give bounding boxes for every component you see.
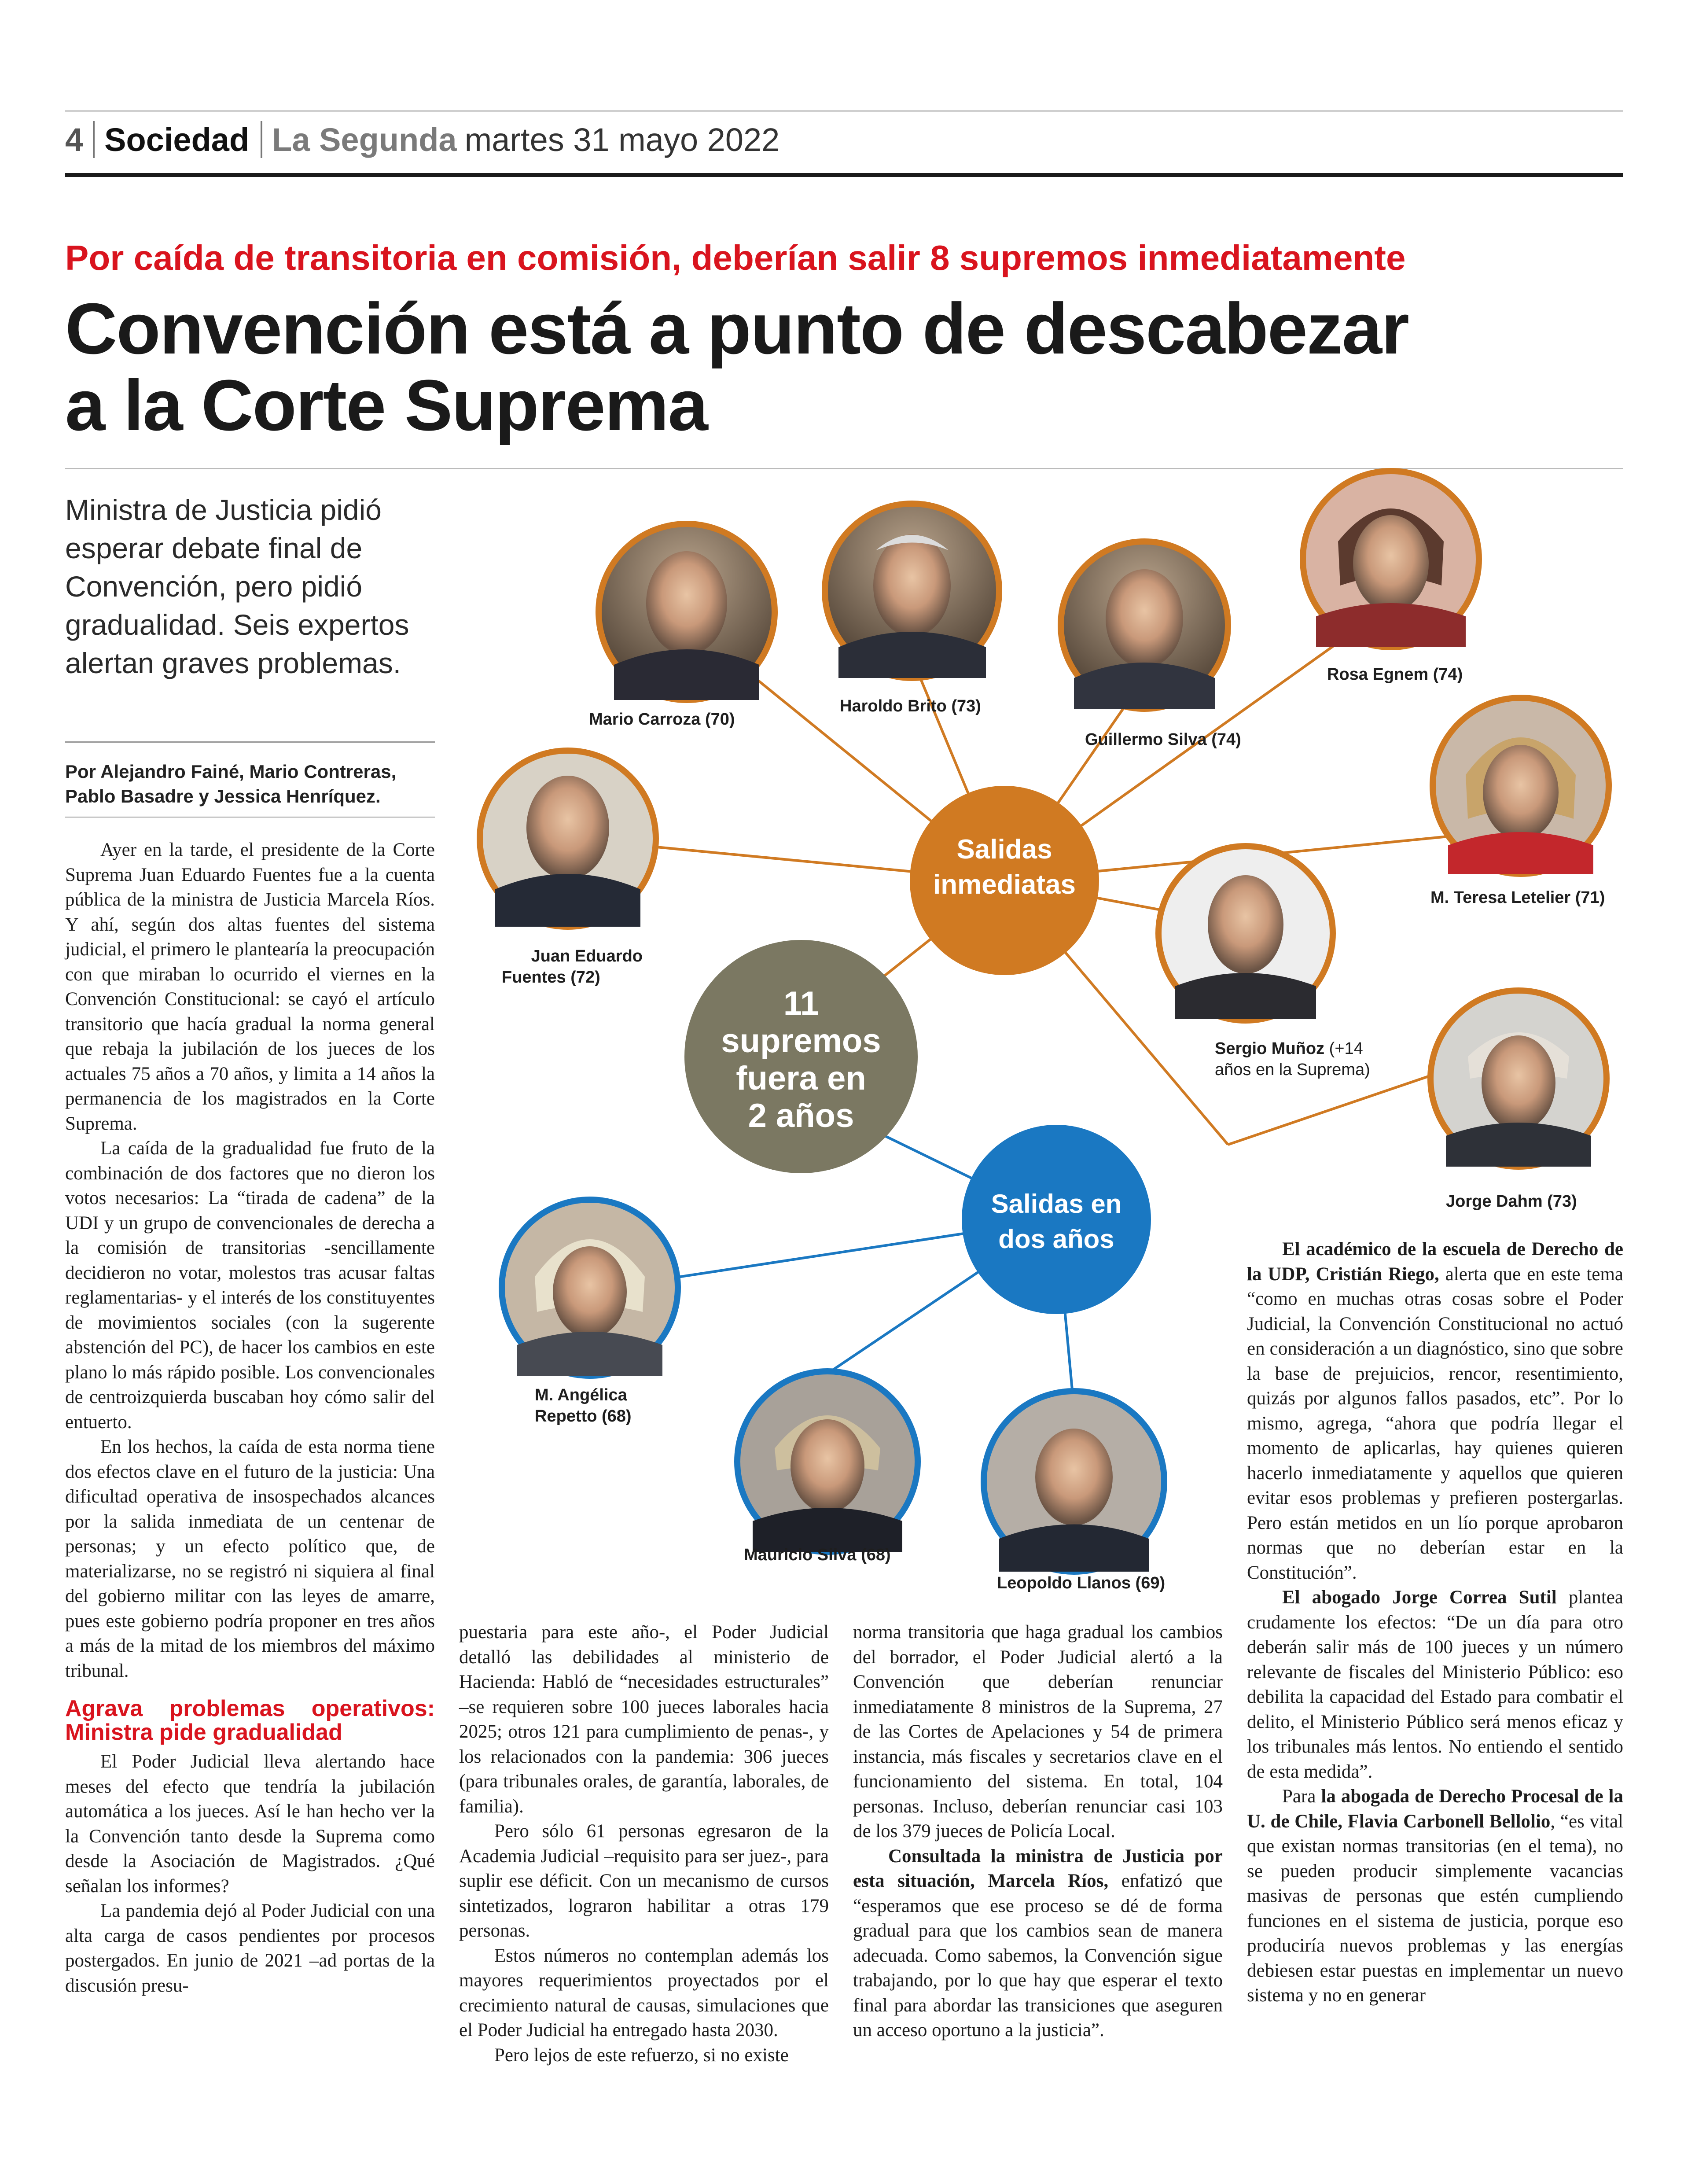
- paragraph-text: plantea crudamente los efectos: “De un día para otro deberán salir más de 100 jueces y un número relevante de fiscales del Ministerio Público: eso debilita la capacidad del Estado para combatir el delito, el Ministerio Público será menos eficaz y los tribunales más lentos. No entiendo el sentido de esta medida”.: [1247, 1587, 1623, 1782]
- paragraph: Ayer en la tarde, el presidente de la Corte Suprema Juan Eduardo Fuentes fue a la cuenta pública de la ministra de Justicia Marcela Ríos. Y ahí, según dos altas fuentes del sistema judicial, el primero le plantearía la preocupación con que miraban lo ocurrido el viernes en la Convención Constitucional: se cayó el artículo transitorio que hacía gradual la norma general que rebaja la jubilación de los jueces de los actuales 75 años a 70 años, y limita a 14 años la permanencia de los magistrados en la Corte Suprema.: [65, 840, 435, 1134]
- portrait-carroza: [599, 524, 775, 700]
- hub-label-3: fuera en: [736, 1060, 866, 1097]
- two-year-label-1: Salidas en: [991, 1189, 1122, 1219]
- byline-line: Pablo Basadre y Jessica Henríquez.: [65, 786, 381, 807]
- bold-lead: El académico de la escuela de Derecho de la UDP, Cristián Riego,: [1247, 1239, 1623, 1285]
- portrait-egnem: [1303, 471, 1479, 647]
- portrait-dahm: [1430, 991, 1607, 1167]
- name-munoz: [1215, 1038, 1370, 1080]
- portrait-silva-g: [1061, 541, 1228, 709]
- publication-name: La Segunda: [272, 121, 457, 158]
- section-name: Sociedad: [104, 121, 250, 158]
- name-letelier: M. Teresa Letelier (71): [1430, 888, 1605, 907]
- name-dahm: Jorge Dahm (73): [1446, 1192, 1577, 1211]
- portrait-llanos: [984, 1391, 1164, 1572]
- portrait-munoz: [1158, 846, 1333, 1020]
- paragraph: [1247, 1585, 1623, 1784]
- paragraph: La caída de la gradualidad fue fruto de la combinación de dos factores que no dieron los votos necesarios: La “tirada de cadena” de la UDI y un grupo de convencionales de derecha a la comisión de transitorias -sencillamente decidieron no votar, molestos tras acusar faltas reglamentarias- y el interés de los constituyentes de movimientos sociales (con la sugerente abstención del PC), de hacer los cambios en este plano lo más rápido posible. Los convencionales de centroizquierda buscaban hoy cómo salir del entuerto.: [65, 1138, 435, 1433]
- name-silva-g: Guillermo Silva (74): [1085, 730, 1241, 749]
- name-repetto-line: Repetto (68): [535, 1407, 632, 1425]
- paragraph: [853, 1844, 1223, 2043]
- portrait-silva-m: [737, 1371, 918, 1552]
- portrait-letelier: [1433, 698, 1609, 874]
- paragraph-text: enfatizó que “esperamos que ese proceso se dé de forma gradual para que los cambios sean de manera adecuada. Como sabemos, la Convención sigue trabajando, por lo que hay que esperar el texto final para abordar las transiciones que aseguren un acceso oportuno a la justicia”.: [853, 1871, 1223, 2040]
- lede: Ministra de Justicia pidió esperar debate final de Convención, pero pidió gradualidad. Seis expertos alertan graves problemas.: [65, 494, 409, 679]
- paragraph: [1247, 1784, 1623, 2008]
- munoz-note: (+14: [1329, 1039, 1363, 1058]
- byline-line: Por Alejandro Fainé, Mario Contreras,: [65, 761, 397, 782]
- name-repetto-line: M. Angélica: [535, 1386, 627, 1404]
- name-llanos: Leopoldo Llanos (69): [997, 1574, 1166, 1592]
- two-year-node: [962, 1125, 1151, 1314]
- paragraph: En los hechos, la caída de esta norma tiene dos efectos clave en el futuro de la justicia: Una dificultad operativa de insospechados alcances por la salida inmediata de un centenar de personas; y un efecto político que, de materializarse, no se registró ni siquiera al final del gobierno militar con las leyes de amarre, pues este gobierno podría proponer en tres años a más de la mitad de los miembros del máximo tribunal.: [65, 1436, 435, 1681]
- munoz-note-2: años en la Suprema): [1215, 1061, 1370, 1079]
- page-number: 4: [65, 121, 84, 158]
- immediate-label-2: inmediatas: [933, 869, 1076, 900]
- paragraph-text: Para: [1282, 1786, 1321, 1807]
- paragraph: La pandemia dejó al Poder Judicial con una alta carga de casos pendientes por procesos postergados. En junio de 2021 –ad portas de la discusión presu-: [65, 1900, 435, 1996]
- name-munoz-line: [1215, 1038, 1370, 1059]
- column-1: [65, 838, 435, 1998]
- name-brito: Haroldo Brito (73): [840, 697, 981, 715]
- name-carroza: Mario Carroza (70): [589, 710, 735, 729]
- immediate-label-1: Salidas: [956, 834, 1052, 865]
- paragraph: Pero lejos de este refuerzo, si no existe: [494, 2044, 789, 2066]
- name-repetto: [535, 1385, 632, 1427]
- name-silva-m: Mauricio Silva (68): [744, 1546, 891, 1564]
- paragraph: Pero sólo 61 personas egresaron de la Academia Judicial –requisito para ser juez-, para suplir ese déficit. Con un mecanismo de cursos sintetizados, lograron habilitar a otras 179 personas.: [459, 1821, 829, 1941]
- headline-line: a la Corte Suprema: [65, 365, 707, 446]
- name-fuentes-line: Juan Eduardo: [531, 947, 643, 965]
- paragraph: puestaria para este año-, el Poder Judicial detalló las debilidades al ministerio de Hacienda: Habló de “necesidades estructurales” –se requieren sobre 100 jueces laborales hacia 2025; otros 121 para cumplimiento de penas-, y los relacionados con la pandemia: 306 jueces (para tribunales orales, de garantía, laborales, de familia).: [459, 1622, 829, 1817]
- portrait-brito: [825, 504, 999, 678]
- munoz-name: Sergio Muñoz: [1215, 1039, 1325, 1058]
- subheading: Agrava problemas operativos: Ministra pide gradualidad: [65, 1696, 435, 1745]
- paragraph-text: alerta que en este tema “como en muchas otras cosas sobre el Poder Judicial, la Convención Constitucional no actuó en consideración a un diagnóstico, sino que sobre la base de prejuicios, rencor, resentimiento, quizás por algunos fallos pasados, etc”. Por lo mismo, agrega, “ahora que podría llegar el momento de aplicarlas, hay quienes quieren hacerlo inmediatamente y aquellos que quieren evitar esos problemas y prefieren postergarlas. Pero están metidos en un lío porque aprobaron normas que no deberían estar en la Constitución”.: [1247, 1263, 1623, 1583]
- issue-date: martes 31 mayo 2022: [464, 121, 780, 158]
- bold-lead: Consultada la ministra de Justicia por esta situación, Marcela Ríos,: [853, 1845, 1223, 1891]
- paragraph: Estos números no contemplan además los mayores requerimientos proyectados por el crecimiento natural de causas, simulaciones que el Poder Judicial ha entregado hasta 2030.: [459, 1945, 829, 2040]
- column-4: [1247, 1237, 1623, 2008]
- name-egnem: Rosa Egnem (74): [1327, 665, 1463, 684]
- hub-label-1: 11: [783, 985, 819, 1022]
- column-2: [459, 1620, 829, 2068]
- column-3: [853, 1620, 1223, 2043]
- paragraph: [1247, 1237, 1623, 1585]
- paragraph: norma transitoria que haga gradual los cambios del borrador, el Poder Judicial alertó a la Convención que deberían renunciar inmediatamente 8 ministros de la Suprema, 27 de las Cortes de Apelaciones y 54 de primera instancia, más fiscales y secretarios clave en el funcionamiento del sistema. En total, 104 personas. Incluso, deberían renunciar casi 103 de los 379 jueces de Policía Local.: [853, 1622, 1223, 1841]
- name-fuentes-line: Fuentes (72): [502, 968, 600, 987]
- headline-line: Convención está a punto de descabezar: [65, 288, 1408, 369]
- hub-label-4: 2 años: [748, 1097, 854, 1134]
- bold-lead: la abogada de Derecho Procesal de la U. de Chile, Flavia Carbonell Bellolio: [1247, 1786, 1624, 1832]
- kicker: Por caída de transitoria en comisión, deberían salir 8 supremos inmediatamente: [65, 238, 1406, 277]
- paragraph-text: , “es vital que existan normas transitorias (en el tema), no se pueden producir simplemente vacancias masivas de personas que estén cumpliendo funciones en el sistema de justicia, porque eso produciría nuevos problemas y las energías debiesen estar puestas en implementar un nuevo sistema y no en generar: [1247, 1811, 1623, 2006]
- portrait-repetto: [502, 1200, 678, 1376]
- bold-lead: El abogado Jorge Correa Sutil: [1282, 1587, 1557, 1608]
- two-year-label-2: dos años: [998, 1224, 1114, 1254]
- paragraph: El Poder Judicial lleva alertando hace meses del efecto que tendría la jubilación automática a los jueces. Así le han hecho ver la la Convención tanto desde la Suprema como desde la Asociación de Magistrados. ¿Qué señalan los informes?: [65, 1751, 435, 1897]
- name-fuentes: [502, 946, 643, 988]
- portrait-fuentes: [480, 751, 656, 927]
- hub-label-2: supremos: [721, 1022, 881, 1060]
